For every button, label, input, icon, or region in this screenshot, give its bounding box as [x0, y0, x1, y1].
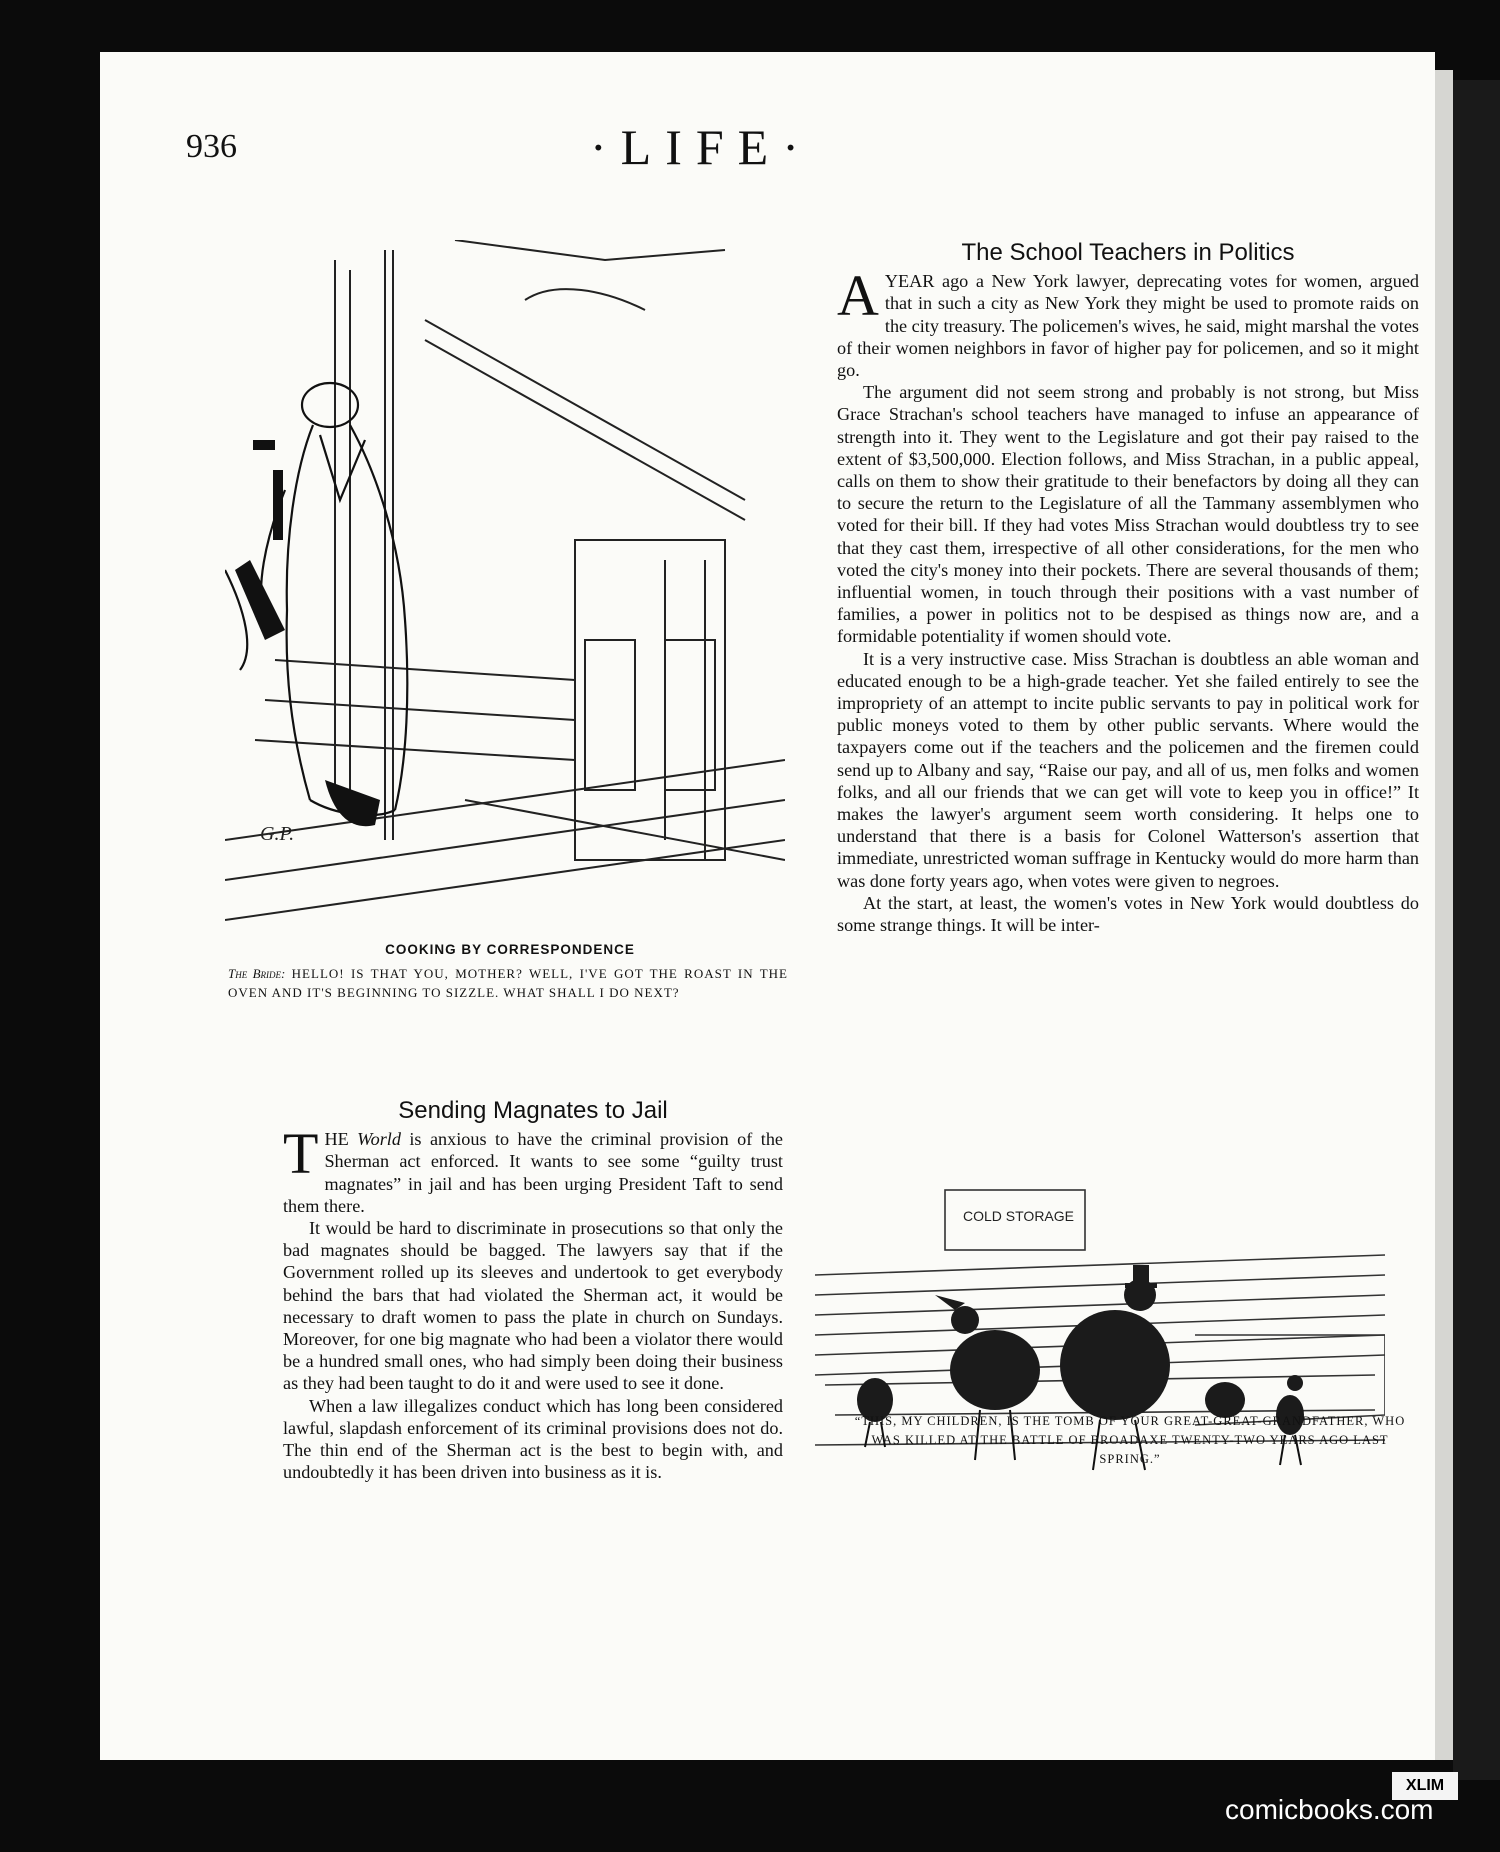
- article1-lead-rest: is anxious to have the criminal provision of the Sherman act enforced. It wants to see some “guilty trust magnates” in jail and has been urging President Taft to send them there.: [283, 1129, 783, 1216]
- article2-paragraph-4: At the start, at least, the women's votes in New York would doubtless do some strange things. It will be inter-: [837, 892, 1419, 936]
- article-sending-magnates: [283, 1097, 783, 1483]
- cartoon1-speaker: The Bride:: [228, 966, 286, 981]
- article1-paragraph-2: It would be hard to discriminate in prosecutions so that only the bad magnates should be bagged. The lawyers say that if the Government rolled up its sleeves and undertook to get everybody behind the bars that had violated the Sherman act, it would be necessary to draft women to pass the plate in church on Sundays. Moreover, for one big magnate who had been a violator there would be a hundred small ones, who had simply been doing their business as they had been taught to do it and were used to see it done.: [283, 1218, 783, 1394]
- page-spine: [1435, 70, 1453, 1760]
- article2-paragraph-2: The argument did not seem strong and probably is not strong, but Miss Grace Strachan's school teachers have managed to infuse an appearance of strength into it. They went to the Legislature and got their pay raised to the extent of $3,500,000. Election follows, and Miss Strachan, in a public appeal, calls on them to show their gratitude to their benefactors by doing all they can to secure the return to the Legislature of all the Tammany assemblymen who voted for their bill. If they had votes Miss Strachan would doubtless try to see that they cast them, irrespective of all other considerations, for the men who voted the city's money into their pockets. There are several thousands of them; influential women, in touch through their positions with a vast number of families, a power in politics not to be despised as things now are, and a formidable potentiality if women should vote.: [837, 382, 1419, 647]
- article1-heading: Sending Magnates to Jail: [398, 1097, 668, 1124]
- article1-lead: HE: [324, 1129, 358, 1150]
- article2-drop-cap: A: [837, 263, 879, 329]
- masthead-title: ·LIFE·: [590, 119, 813, 175]
- article2-lead: YEAR ago a New York lawyer, deprecating votes for women, argued that in such a city as New York they might be used to promote raids on the city treasury. The policemen's wives, he said, might marshal the votes of their women neighbors in favor of higher pay for policemen, and so it might go.: [837, 271, 1420, 381]
- next-page-edge: [1453, 80, 1500, 1780]
- watermark: comicbooks.com: [1225, 1794, 1434, 1825]
- article1-paragraph-3: When a law illegalizes conduct which has long been considered lawful, slapdash enforcement of its criminal provisions does not do. The thin end of the Sherman act is the best to begin with, and undoubtedly it has been driven into business as it is.: [283, 1395, 783, 1483]
- archive-stamp: XLIM: [1392, 1772, 1458, 1800]
- page-number: 936: [186, 128, 237, 165]
- cartoon1-dialogue: HELLO! IS THAT YOU, MOTHER? WELL, I'VE GOT THE ROAST IN THE OVEN AND IT'S BEGINNING TO SIZZLE. WHAT SHALL I DO NEXT?: [228, 966, 788, 1000]
- cold-storage-sign: COLD STORAGE: [963, 1208, 1074, 1224]
- article1-emphasis: World: [357, 1129, 401, 1150]
- article2-heading: The School Teachers in Politics: [961, 239, 1295, 266]
- illustration-bride-telephone: [225, 240, 785, 930]
- article-school-teachers: [837, 239, 1420, 936]
- cartoon2-caption: “THIS, MY CHILDREN, IS THE TOMB OF YOUR GREAT-GREAT-GRANDFATHER, WHO WAS KILLED AT THE BATTLE OF BROADAXE TWENTY-TWO YEARS AGO LAST SPRING.”: [854, 1414, 1406, 1466]
- cartoon1-title: COOKING BY CORRESPONDENCE: [385, 942, 635, 957]
- article2-paragraph-3: It is a very instructive case. Miss Strachan is doubtless an able woman and educated enough to be a high-grade teacher. Yet she failed entirely to see the impropriety of an attempt to incite public servants to pay in political work for public moneys voted to them by other public servants. Where would the taxpayers come out if the teachers and the policemen and the firemen could send up to Albany and say, “Raise our pay, and all of us, men folks and women folks, and all our friends that we can get will vote to keep you in office!” It makes the lawyer's argument seem worth considering. It helps one to understand that there is a basis for Colonel Watterson's assertion that immediate, unrestricted woman suffrage in Kentucky would do more harm than was done forty years ago, when votes were given to negroes.: [837, 648, 1419, 891]
- article1-paragraph-1: [283, 1121, 783, 1217]
- cartoon1-caption: [228, 964, 788, 1002]
- svg-text:G.P.: G.P.: [260, 823, 295, 845]
- article2-paragraph-1: [837, 263, 1420, 381]
- article1-drop-cap: T: [283, 1121, 319, 1187]
